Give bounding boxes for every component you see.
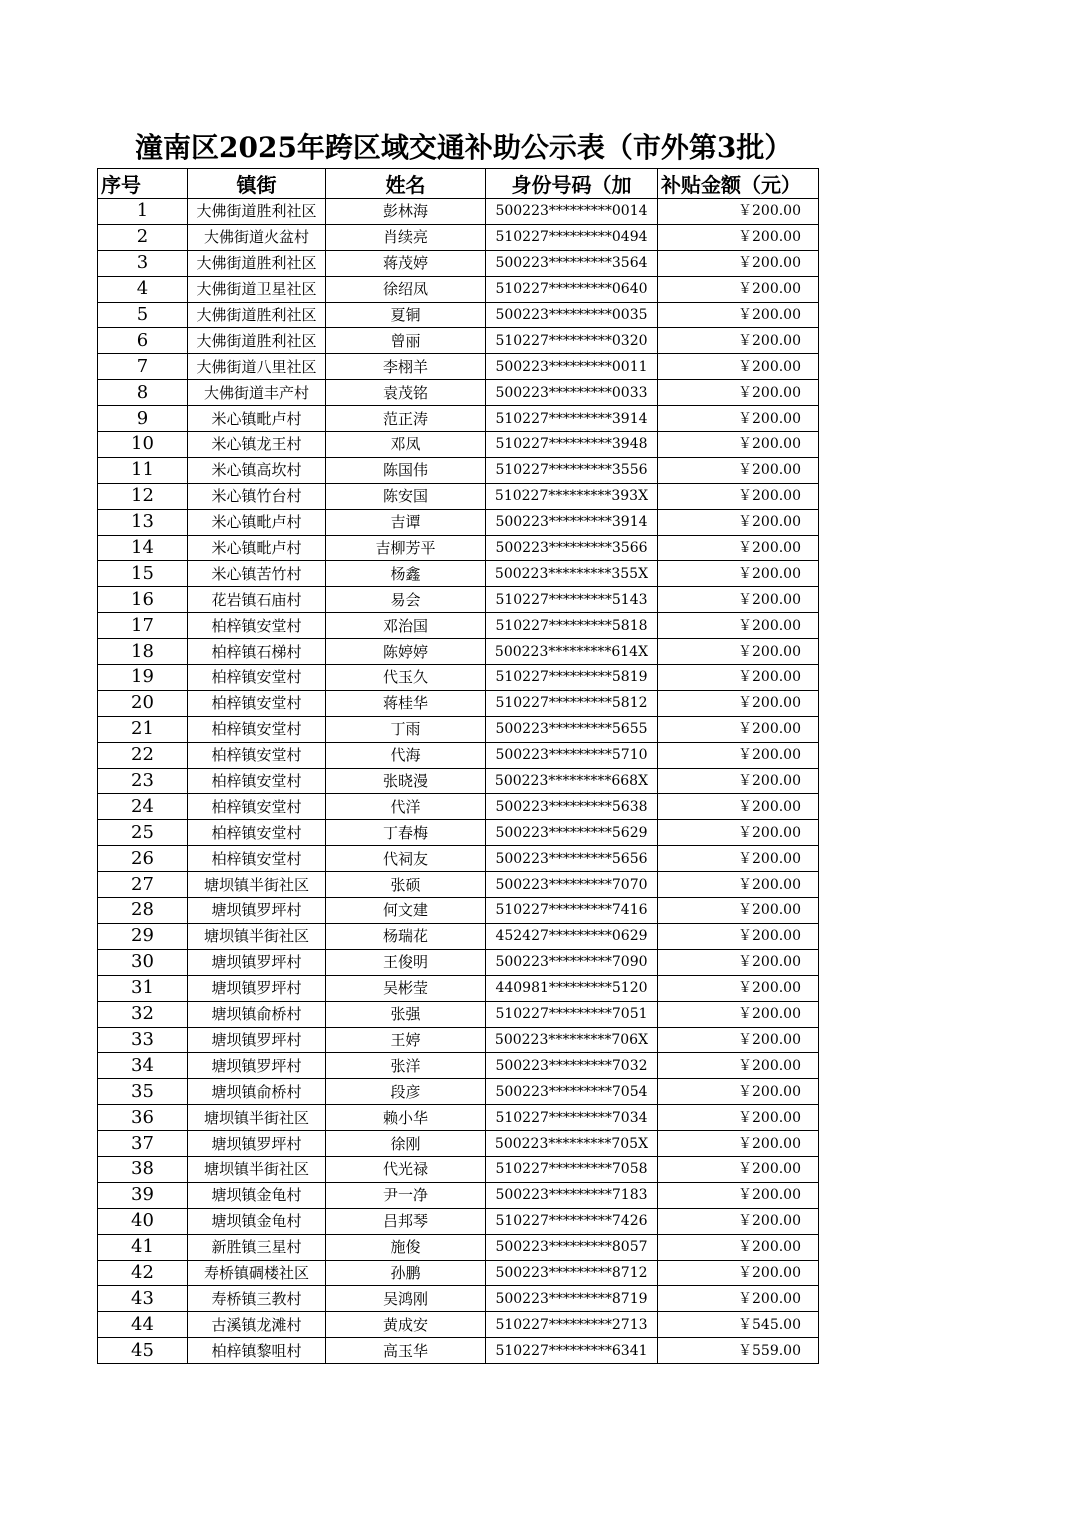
table-row [98,690,819,716]
table-row [98,975,819,1001]
cell-town: 塘坝镇金龟村 [188,1182,326,1208]
cell-town: 柏梓镇石梯村 [188,639,326,665]
table-row [98,432,819,458]
cell-name: 蒋茂婷 [326,250,486,276]
cell-seq: 36 [98,1105,188,1131]
cell-seq: 14 [98,535,188,561]
table-row [98,1131,819,1157]
cell-town: 柏梓镇安堂村 [188,846,326,872]
cell-amount: ￥559.00 [658,1338,819,1364]
cell-town: 大佛街道胜利社区 [188,302,326,328]
cell-amount: ￥200.00 [658,380,819,406]
table-row [98,639,819,665]
cell-seq: 9 [98,406,188,432]
cell-amount: ￥200.00 [658,794,819,820]
cell-amount: ￥200.00 [658,1234,819,1260]
cell-amount: ￥200.00 [658,898,819,924]
cell-name: 彭林海 [326,199,486,225]
table-row [98,742,819,768]
cell-id: 510227*********393X [486,483,658,509]
cell-seq: 37 [98,1131,188,1157]
cell-id: 510227*********2713 [486,1312,658,1338]
cell-name: 丁雨 [326,716,486,742]
cell-town: 大佛街道胜利社区 [188,250,326,276]
cell-town: 大佛街道八里社区 [188,354,326,380]
cell-name: 陈婷婷 [326,639,486,665]
cell-town: 大佛街道卫星社区 [188,276,326,302]
cell-seq: 23 [98,768,188,794]
cell-seq: 19 [98,665,188,691]
cell-town: 米心镇高坎村 [188,457,326,483]
cell-name: 高玉华 [326,1338,486,1364]
cell-amount: ￥200.00 [658,406,819,432]
cell-id: 510227*********5143 [486,587,658,613]
cell-town: 塘坝镇罗坪村 [188,898,326,924]
cell-town: 米心镇龙王村 [188,432,326,458]
cell-name: 段彦 [326,1079,486,1105]
cell-amount: ￥200.00 [658,354,819,380]
cell-name: 黄成安 [326,1312,486,1338]
table-row [98,1053,819,1079]
cell-id: 500223*********7070 [486,872,658,898]
cell-name: 代祠友 [326,846,486,872]
cell-amount: ￥200.00 [658,1053,819,1079]
cell-town: 塘坝镇半街社区 [188,923,326,949]
table-row [98,199,819,225]
cell-seq: 4 [98,276,188,302]
cell-id: 510227*********3556 [486,457,658,483]
cell-amount: ￥200.00 [658,1156,819,1182]
cell-amount: ￥200.00 [658,483,819,509]
cell-seq: 22 [98,742,188,768]
cell-town: 塘坝镇俞桥村 [188,1079,326,1105]
cell-id: 510227*********7034 [486,1105,658,1131]
cell-amount: ￥200.00 [658,690,819,716]
cell-seq: 38 [98,1156,188,1182]
table-row [98,820,819,846]
cell-amount: ￥200.00 [658,328,819,354]
table-row [98,1182,819,1208]
cell-name: 张硕 [326,872,486,898]
table-row [98,406,819,432]
cell-id: 510227*********5819 [486,665,658,691]
cell-name: 赖小华 [326,1105,486,1131]
header-town: 镇街 [188,169,326,199]
cell-amount: ￥200.00 [658,872,819,898]
cell-town: 古溪镇龙滩村 [188,1312,326,1338]
table-row [98,1338,819,1364]
table-row [98,1260,819,1286]
cell-town: 大佛街道胜利社区 [188,199,326,225]
cell-name: 徐刚 [326,1131,486,1157]
cell-name: 陈国伟 [326,457,486,483]
cell-amount: ￥200.00 [658,665,819,691]
table-row [98,587,819,613]
cell-name: 陈安国 [326,483,486,509]
cell-amount: ￥200.00 [658,949,819,975]
cell-name: 吴彬莹 [326,975,486,1001]
cell-amount: ￥200.00 [658,432,819,458]
cell-town: 塘坝镇半街社区 [188,872,326,898]
cell-seq: 42 [98,1260,188,1286]
cell-name: 吉柳芳平 [326,535,486,561]
table-row [98,768,819,794]
cell-name: 邓治国 [326,613,486,639]
table-row [98,1234,819,1260]
cell-town: 柏梓镇安堂村 [188,794,326,820]
cell-name: 杨鑫 [326,561,486,587]
cell-amount: ￥200.00 [658,1131,819,1157]
table-row [98,276,819,302]
cell-amount: ￥200.00 [658,535,819,561]
table-row [98,224,819,250]
table-row [98,302,819,328]
table-row [98,1286,819,1312]
cell-id: 500223*********0035 [486,302,658,328]
cell-seq: 25 [98,820,188,846]
cell-town: 塘坝镇罗坪村 [188,975,326,1001]
cell-name: 尹一净 [326,1182,486,1208]
table-row [98,250,819,276]
table-row [98,1156,819,1182]
cell-seq: 16 [98,587,188,613]
table-row [98,1001,819,1027]
cell-amount: ￥200.00 [658,276,819,302]
table-row [98,716,819,742]
cell-id: 500223*********5638 [486,794,658,820]
table-row [98,1105,819,1131]
cell-id: 510227*********0320 [486,328,658,354]
cell-seq: 20 [98,690,188,716]
cell-id: 500223*********0033 [486,380,658,406]
cell-name: 丁春梅 [326,820,486,846]
cell-id: 500223*********668X [486,768,658,794]
cell-seq: 32 [98,1001,188,1027]
cell-town: 柏梓镇安堂村 [188,665,326,691]
table-row [98,535,819,561]
cell-id: 510227*********3948 [486,432,658,458]
cell-amount: ￥200.00 [658,1001,819,1027]
cell-id: 510227*********7416 [486,898,658,924]
cell-name: 王俊明 [326,949,486,975]
cell-town: 花岩镇石庙村 [188,587,326,613]
cell-amount: ￥200.00 [658,457,819,483]
cell-name: 吉谭 [326,509,486,535]
cell-seq: 44 [98,1312,188,1338]
cell-amount: ￥200.00 [658,561,819,587]
cell-town: 塘坝镇半街社区 [188,1105,326,1131]
header-amount: 补贴金额（元） [658,169,819,199]
cell-id: 510227*********3914 [486,406,658,432]
cell-amount: ￥200.00 [658,224,819,250]
cell-name: 王婷 [326,1027,486,1053]
cell-amount: ￥200.00 [658,1260,819,1286]
cell-town: 大佛街道丰产村 [188,380,326,406]
cell-amount: ￥200.00 [658,1105,819,1131]
cell-name: 李栩羊 [326,354,486,380]
cell-seq: 43 [98,1286,188,1312]
table-row [98,328,819,354]
cell-id: 500223*********5710 [486,742,658,768]
table-row [98,1312,819,1338]
cell-id: 500223*********355X [486,561,658,587]
table-row [98,457,819,483]
table-row [98,380,819,406]
cell-town: 塘坝镇金龟村 [188,1208,326,1234]
cell-name: 代海 [326,742,486,768]
table-row [98,1208,819,1234]
cell-name: 张强 [326,1001,486,1027]
cell-seq: 27 [98,872,188,898]
cell-id: 500223*********3566 [486,535,658,561]
cell-town: 塘坝镇罗坪村 [188,949,326,975]
cell-name: 吕邦琴 [326,1208,486,1234]
cell-seq: 12 [98,483,188,509]
cell-name: 代光禄 [326,1156,486,1182]
table-row [98,1027,819,1053]
cell-seq: 10 [98,432,188,458]
cell-name: 何文建 [326,898,486,924]
cell-amount: ￥200.00 [658,199,819,225]
cell-seq: 1 [98,199,188,225]
header-name: 姓名 [326,169,486,199]
page-title: 潼南区2025年跨区域交通补助公示表（市外第3批） [135,131,793,164]
cell-seq: 41 [98,1234,188,1260]
table-row [98,949,819,975]
cell-town: 米心镇毗卢村 [188,406,326,432]
cell-town: 塘坝镇俞桥村 [188,1001,326,1027]
cell-amount: ￥200.00 [658,820,819,846]
table-row [98,509,819,535]
table-row [98,613,819,639]
cell-town: 柏梓镇黎咀村 [188,1338,326,1364]
cell-id: 500223*********0011 [486,354,658,380]
cell-id: 510227*********6341 [486,1338,658,1364]
table-row [98,561,819,587]
cell-seq: 18 [98,639,188,665]
cell-seq: 26 [98,846,188,872]
cell-amount: ￥200.00 [658,923,819,949]
cell-name: 张洋 [326,1053,486,1079]
cell-name: 张晓漫 [326,768,486,794]
table-body [98,199,819,1364]
cell-seq: 24 [98,794,188,820]
cell-amount: ￥200.00 [658,742,819,768]
cell-seq: 30 [98,949,188,975]
cell-amount: ￥545.00 [658,1312,819,1338]
header-row [98,169,819,199]
cell-town: 大佛街道胜利社区 [188,328,326,354]
cell-amount: ￥200.00 [658,639,819,665]
cell-id: 510227*********5812 [486,690,658,716]
cell-amount: ￥200.00 [658,1182,819,1208]
cell-id: 500223*********8057 [486,1234,658,1260]
cell-seq: 17 [98,613,188,639]
cell-id: 500223*********0014 [486,199,658,225]
cell-town: 柏梓镇安堂村 [188,690,326,716]
cell-id: 500223*********5656 [486,846,658,872]
cell-seq: 34 [98,1053,188,1079]
cell-id: 510227*********7051 [486,1001,658,1027]
cell-id: 500223*********8712 [486,1260,658,1286]
cell-seq: 21 [98,716,188,742]
cell-seq: 39 [98,1182,188,1208]
cell-town: 塘坝镇罗坪村 [188,1131,326,1157]
cell-id: 510227*********0494 [486,224,658,250]
cell-town: 米心镇毗卢村 [188,535,326,561]
cell-amount: ￥200.00 [658,613,819,639]
table-row [98,794,819,820]
table-row [98,483,819,509]
cell-name: 徐绍凤 [326,276,486,302]
cell-name: 易会 [326,587,486,613]
cell-id: 500223*********8719 [486,1286,658,1312]
cell-name: 范正涛 [326,406,486,432]
cell-id: 500223*********3564 [486,250,658,276]
cell-amount: ￥200.00 [658,302,819,328]
table-row [98,846,819,872]
cell-name: 施俊 [326,1234,486,1260]
cell-town: 塘坝镇罗坪村 [188,1027,326,1053]
cell-id: 500223*********3914 [486,509,658,535]
cell-amount: ￥200.00 [658,1027,819,1053]
cell-name: 曾丽 [326,328,486,354]
table-row [98,354,819,380]
cell-town: 柏梓镇安堂村 [188,716,326,742]
cell-seq: 11 [98,457,188,483]
cell-name: 夏铜 [326,302,486,328]
cell-id: 510227*********0640 [486,276,658,302]
cell-town: 寿桥镇碉楼社区 [188,1260,326,1286]
cell-seq: 7 [98,354,188,380]
cell-id: 500223*********7090 [486,949,658,975]
cell-amount: ￥200.00 [658,1208,819,1234]
cell-seq: 28 [98,898,188,924]
cell-name: 蒋桂华 [326,690,486,716]
cell-id: 500223*********7054 [486,1079,658,1105]
cell-id: 500223*********706X [486,1027,658,1053]
cell-town: 柏梓镇安堂村 [188,613,326,639]
cell-id: 500223*********5629 [486,820,658,846]
cell-name: 肖续亮 [326,224,486,250]
cell-seq: 45 [98,1338,188,1364]
cell-town: 米心镇竹台村 [188,483,326,509]
cell-town: 新胜镇三星村 [188,1234,326,1260]
cell-name: 吴鸿刚 [326,1286,486,1312]
cell-town: 米心镇毗卢村 [188,509,326,535]
cell-amount: ￥200.00 [658,587,819,613]
cell-id: 500223*********5655 [486,716,658,742]
cell-name: 代玉久 [326,665,486,691]
cell-town: 塘坝镇半街社区 [188,1156,326,1182]
cell-seq: 31 [98,975,188,1001]
cell-amount: ￥200.00 [658,1079,819,1105]
cell-amount: ￥200.00 [658,716,819,742]
table-row [98,923,819,949]
cell-town: 柏梓镇安堂村 [188,820,326,846]
cell-id: 440981*********5120 [486,975,658,1001]
cell-amount: ￥200.00 [658,509,819,535]
cell-amount: ￥200.00 [658,846,819,872]
cell-id: 500223*********614X [486,639,658,665]
cell-seq: 40 [98,1208,188,1234]
cell-seq: 13 [98,509,188,535]
cell-seq: 29 [98,923,188,949]
cell-town: 塘坝镇罗坪村 [188,1053,326,1079]
cell-seq: 2 [98,224,188,250]
cell-id: 500223*********705X [486,1131,658,1157]
table-row [98,872,819,898]
cell-amount: ￥200.00 [658,1286,819,1312]
cell-seq: 3 [98,250,188,276]
cell-name: 袁茂铭 [326,380,486,406]
cell-seq: 8 [98,380,188,406]
cell-name: 邓凤 [326,432,486,458]
cell-town: 柏梓镇安堂村 [188,768,326,794]
cell-town: 米心镇苦竹村 [188,561,326,587]
header-seq: 序号 [98,169,188,199]
table-row [98,665,819,691]
cell-town: 大佛街道火盆村 [188,224,326,250]
cell-seq: 6 [98,328,188,354]
cell-id: 500223*********7032 [486,1053,658,1079]
cell-name: 代洋 [326,794,486,820]
cell-name: 孙鹏 [326,1260,486,1286]
cell-seq: 35 [98,1079,188,1105]
cell-id: 510227*********7058 [486,1156,658,1182]
cell-id: 510227*********7426 [486,1208,658,1234]
cell-amount: ￥200.00 [658,768,819,794]
subsidy-table [97,168,819,1364]
cell-seq: 5 [98,302,188,328]
cell-id: 500223*********7183 [486,1182,658,1208]
cell-seq: 15 [98,561,188,587]
cell-amount: ￥200.00 [658,975,819,1001]
cell-amount: ￥200.00 [658,250,819,276]
cell-id: 452427*********0629 [486,923,658,949]
cell-town: 柏梓镇安堂村 [188,742,326,768]
cell-name: 杨瑞花 [326,923,486,949]
table-row [98,1079,819,1105]
header-id: 身份号码（加 [486,169,658,199]
table-row [98,898,819,924]
cell-seq: 33 [98,1027,188,1053]
cell-town: 寿桥镇三教村 [188,1286,326,1312]
cell-id: 510227*********5818 [486,613,658,639]
